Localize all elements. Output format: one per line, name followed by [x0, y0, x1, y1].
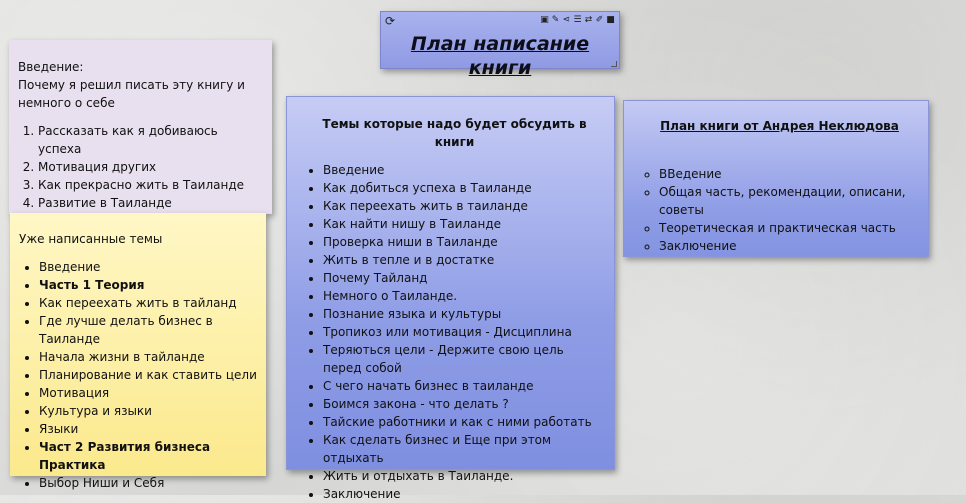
list-item: • Начала жизни в тайланде — [39, 348, 258, 366]
list-item: • Планирование и как ставить цели — [39, 366, 258, 384]
andrey-plan-note[interactable] — [623, 100, 929, 257]
intro-text: Почему я решил писать эту книгу и немного о себе — [18, 78, 245, 110]
list-item: • Часть 1 Теория — [39, 276, 258, 294]
written-list — [19, 258, 258, 492]
list-item: • Введение — [39, 258, 258, 276]
list-item: • Немного о Таиланде. — [323, 287, 606, 305]
intro-list — [18, 122, 264, 212]
list-item: 2. Мотивация других — [38, 158, 264, 176]
trash-icon[interactable]: ■ — [606, 14, 615, 25]
list-item: • Как сделать бизнес и Еще при этом отдыхать — [323, 431, 606, 467]
list-item: • Выбор Ниши и Себя — [39, 474, 258, 492]
list-item: • Языки — [39, 420, 258, 438]
written-topics-note[interactable] — [10, 213, 266, 490]
list-item: • Тайские работники и как с ними работать — [323, 413, 606, 431]
list-item: ◦ ВВедение — [659, 165, 920, 183]
share-icon[interactable]: ⋖ — [562, 14, 571, 25]
list-item: 4. Развитие в Таиланде — [38, 194, 264, 212]
list-item: • Жить в тепле и в достатке — [323, 251, 606, 269]
list-item: • Как найти нишу в Таиланде — [323, 215, 606, 233]
swap-icon[interactable]: ⇄ — [584, 14, 593, 25]
list-item: • Введение — [323, 161, 606, 179]
intro-heading: Введение: — [18, 60, 84, 74]
list-item: • Познание языка и культуры — [323, 305, 606, 323]
refresh-icon[interactable]: ⟳ — [385, 14, 396, 28]
topics-heading: Темы которые надо будет обсудить в книги — [322, 117, 587, 149]
topics-note[interactable] — [286, 96, 615, 501]
list-item: • Тропикоз или мотивация - Дисциплина — [323, 323, 606, 341]
list-item: • Проверка ниши в Таиланде — [323, 233, 606, 251]
list-item: • Част 2 Развития бизнеса Практика — [39, 438, 258, 474]
list-item: • Как переехать жить в таиланде — [323, 197, 606, 215]
list-item: • Как добиться успеха в Таиланде — [323, 179, 606, 197]
andrey-heading: План книги от Андрея Неклюдова — [660, 119, 899, 133]
list-item: ◦ Заключение — [659, 237, 920, 255]
written-heading: Уже написанные темы — [19, 232, 163, 246]
list-item: • Заключение — [323, 485, 606, 503]
intro-note[interactable] — [9, 40, 272, 214]
list-icon[interactable]: ☰ — [573, 14, 582, 25]
list-item: • Мотивация — [39, 384, 258, 402]
list-item: • Почему Тайланд — [323, 269, 606, 287]
list-item: • Как переехать жить в тайланд — [39, 294, 258, 312]
list-item: • Боимся закона - что делать ? — [323, 395, 606, 413]
list-item: ◦ Общая часть, рекомендации, описани, советы — [659, 183, 920, 219]
list-item: • Где лучше делать бизнес в Таиланде — [39, 312, 258, 348]
image-icon[interactable]: ▣ — [540, 14, 549, 25]
andrey-list — [639, 165, 920, 255]
list-item: 3. Как прекрасно жить в Таиланде — [38, 176, 264, 194]
note-toolbar — [540, 14, 615, 26]
resize-handle[interactable] — [611, 61, 617, 67]
topics-list — [303, 161, 606, 503]
pencil-icon[interactable]: ✐ — [595, 14, 604, 25]
page-title: План написание книги — [410, 33, 590, 79]
list-item: • С чего начать бизнес в таиланде — [323, 377, 606, 395]
title-note[interactable] — [380, 11, 620, 79]
list-item: • Культура и языки — [39, 402, 258, 420]
list-item: ◦ Теоретическая и практическая часть — [659, 219, 920, 237]
edit-icon[interactable]: ✎ — [551, 14, 560, 25]
list-item: • Жить и отдыхать в Таиланде. — [323, 467, 606, 485]
list-item: • Теряються цели - Держите свою цель перед собой — [323, 341, 606, 377]
list-item: 1. Рассказать как я добиваюсь успеха — [38, 122, 264, 158]
